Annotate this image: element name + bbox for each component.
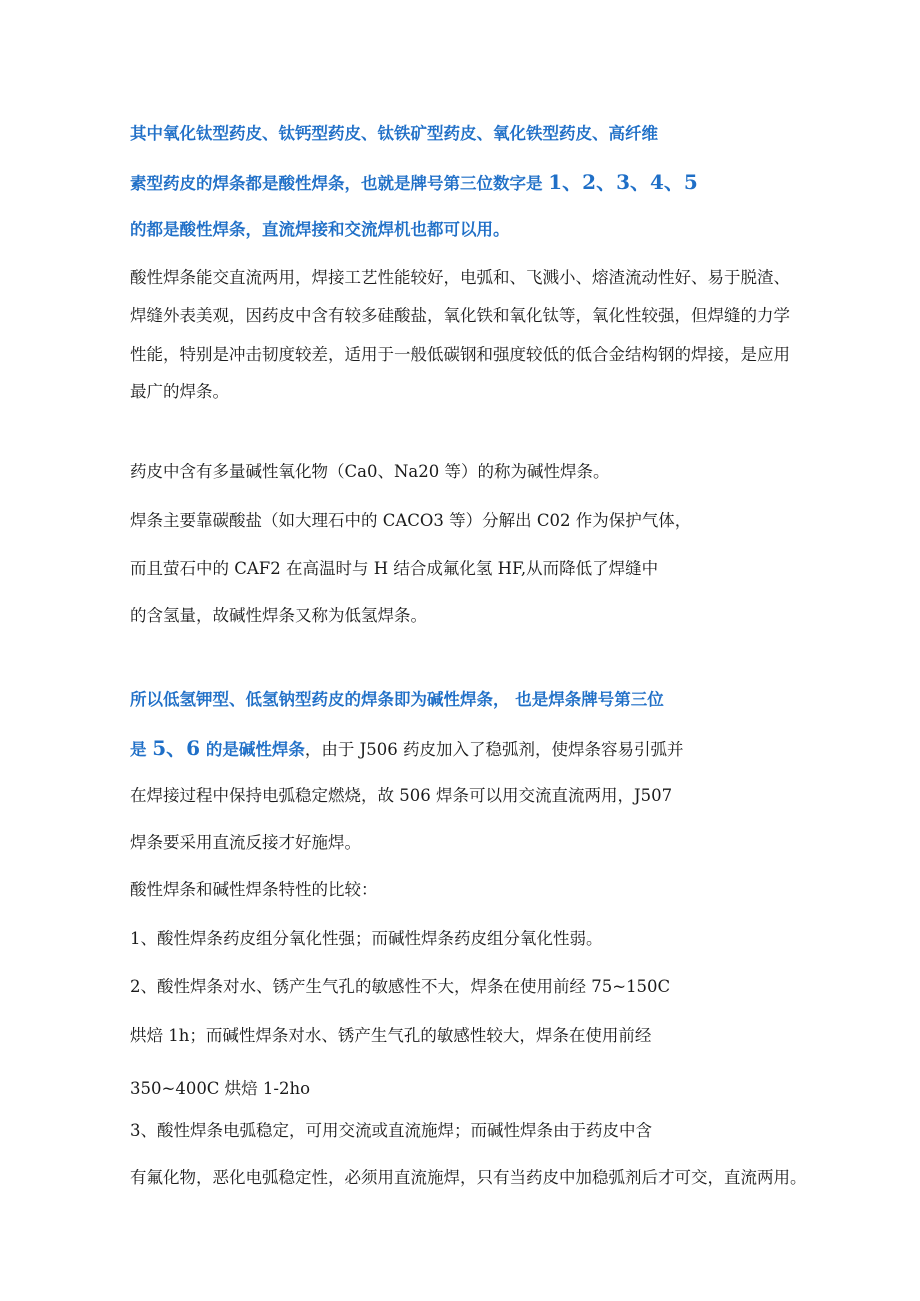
acid-types-line-3: 的都是酸性焊条，直流焊接和交流焊机也都可以用。 <box>130 220 510 239</box>
comparison-line-1: 1、酸性焊条药皮组分氧化性强；而碱性焊条药皮组分氧化性弱。 <box>130 929 603 948</box>
basic-types-line-3: 在焊接过程中保持电弧稳定燃烧，故 506 焊条可以用交流直流两用，J507 <box>130 786 673 805</box>
acid-types-line-1: 其中氧化钛型药皮、钛钙型药皮、钛铁矿型药皮、氧化铁型药皮、高纤维 <box>130 124 658 143</box>
comparison-line-4: 350~400C 烘焙 1-2ho <box>130 1079 311 1098</box>
basic-types-line-2-blue-b: 的是碱性焊条 <box>200 740 305 759</box>
acid-description-line-1: 酸性焊条能交直流两用，焊接工艺性能较好，电弧和、飞溅小、熔渣流动性好、易于脱渣、 <box>130 268 790 287</box>
acid-description-line-4: 最广的焊条。 <box>130 382 229 401</box>
acid-digits: 1、2、3、4、5 <box>548 170 698 194</box>
basic-types-line-1: 所以低氢钾型、低氢钠型药皮的焊条即为碱性焊条， 也是焊条牌号第三位 <box>130 690 664 709</box>
basic-types-line-2-rest: ，由于 J506 药皮加入了稳弧剂，使焊条容易引弧并 <box>304 740 684 759</box>
acid-types-line-2 <box>130 170 698 196</box>
comparison-heading: 酸性焊条和碱性焊条特性的比较： <box>130 880 378 899</box>
acid-description-line-3: 性能，特别是冲击韧度较差，适用于一般低碳钢和强度较低的低合金结构钢的焊接，是应用 <box>130 345 790 364</box>
basic-description-line-3: 而且萤石中的 CAF2 在高温时与 H 结合成氟化氢 HF,从而降低了焊缝中 <box>130 559 659 578</box>
basic-description-line-4: 的含氢量，故碱性焊条又称为低氢焊条。 <box>130 606 427 625</box>
basic-description-line-2: 焊条主要靠碳酸盐（如大理石中的 CACO3 等）分解出 C02 作为保护气体， <box>130 511 692 530</box>
basic-types-line-4: 焊条要采用直流反接才好施焊。 <box>130 833 361 852</box>
comparison-line-6: 有氟化物，恶化电弧稳定性，必须用直流施焊，只有当药皮中加稳弧剂后才可交，直流两用。 <box>130 1168 807 1187</box>
basic-digits: 5、6 <box>152 736 201 760</box>
comparison-line-3: 烘焙 1h；而碱性焊条对水、锈产生气孔的敏感性较大，焊条在使用前经 <box>130 1026 652 1045</box>
basic-types-line-2 <box>130 736 683 762</box>
acid-types-line-2-text: 素型药皮的焊条都是酸性焊条，也就是牌号第三位数字是 <box>130 174 549 193</box>
basic-types-line-2-blue-a: 是 <box>130 740 153 759</box>
comparison-line-2: 2、酸性焊条对水、锈产生气孔的敏感性不大，焊条在使用前经 75~150C <box>130 977 671 996</box>
basic-description-line-1: 药皮中含有多量碱性氧化物（Ca0、Na20 等）的称为碱性焊条。 <box>130 462 610 481</box>
acid-description-line-2: 焊缝外表美观，因药皮中含有较多硅酸盐，氧化铁和氧化钛等，氧化性较强，但焊缝的力学 <box>130 306 790 325</box>
comparison-line-5: 3、酸性焊条电弧稳定，可用交流或直流施焊；而碱性焊条由于药皮中含 <box>130 1121 652 1140</box>
